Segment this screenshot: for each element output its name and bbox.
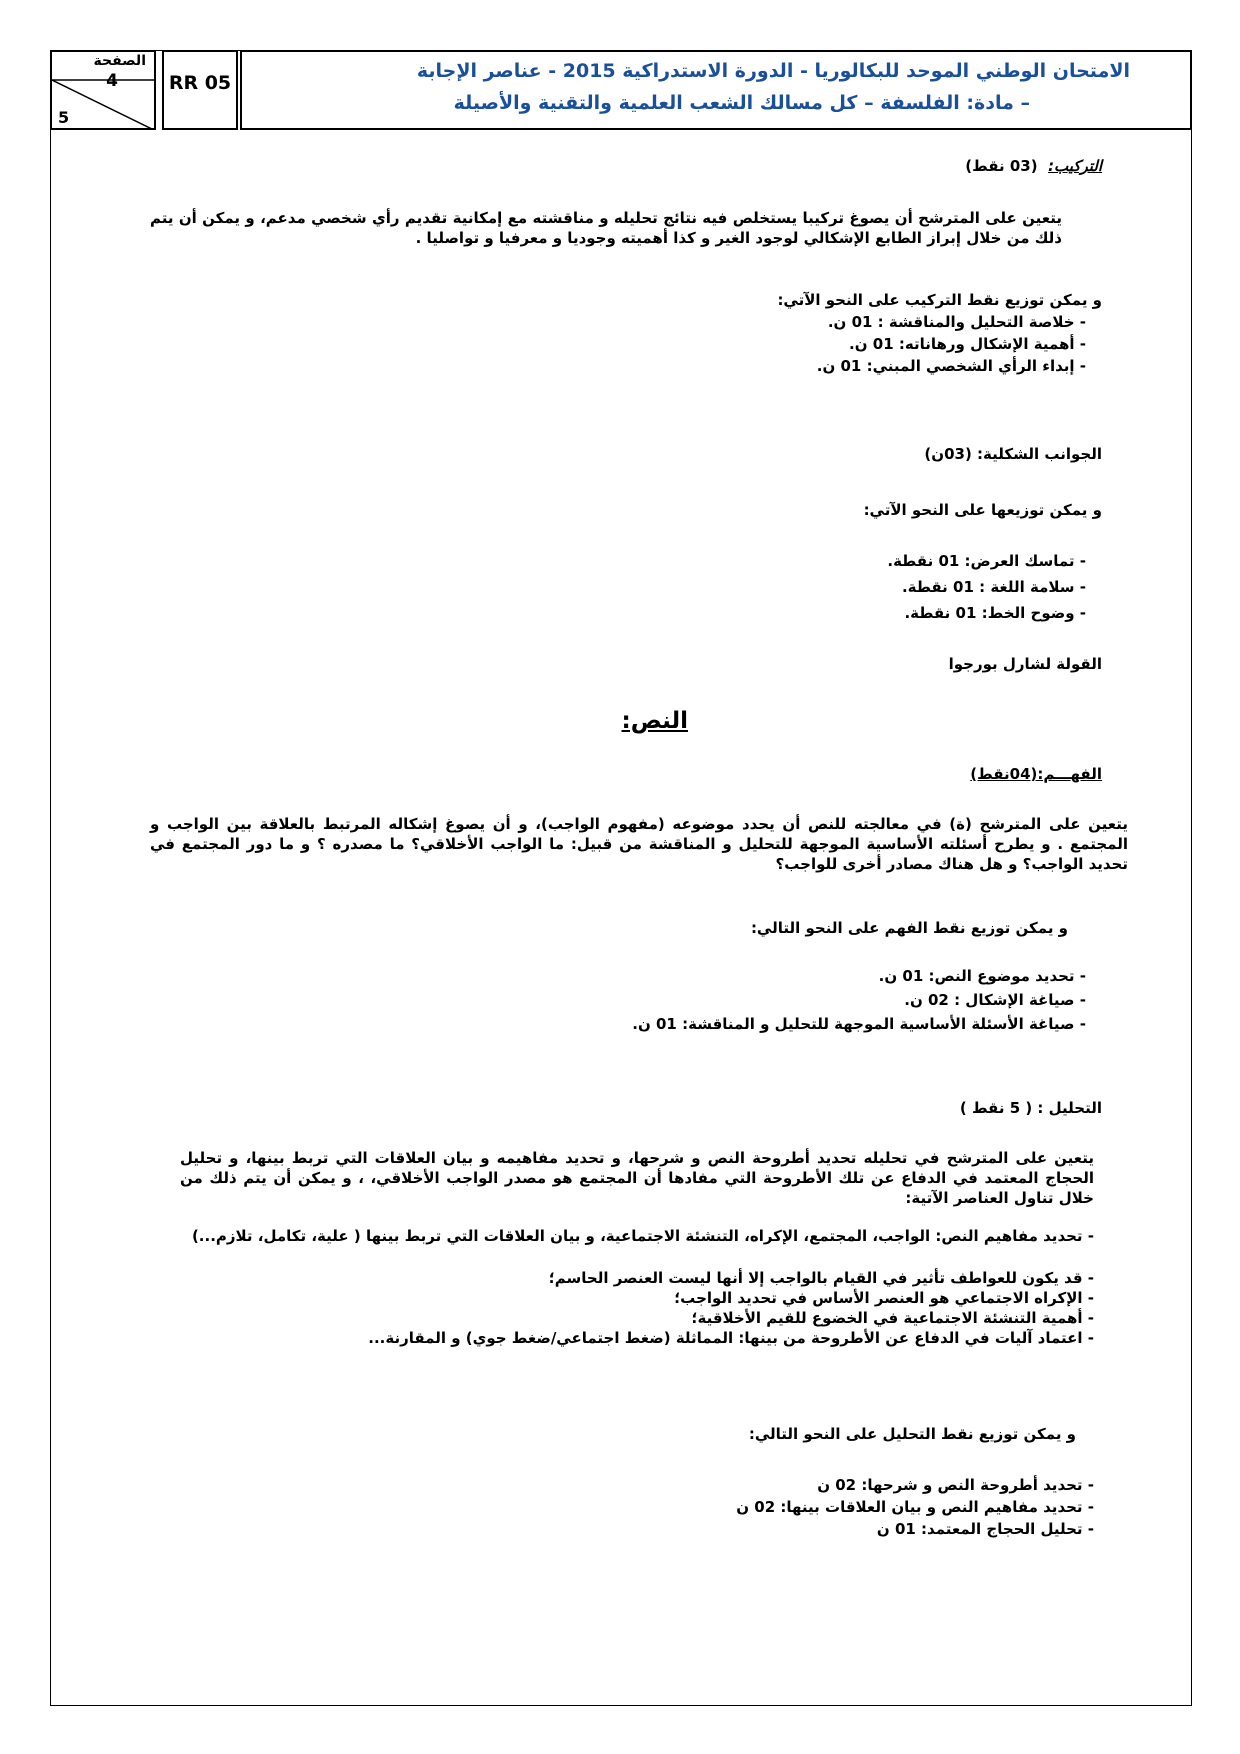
analysis-element: - أهمية التنشئة الاجتماعية في الخضوع للقيم الأخلاقية؛ xyxy=(691,1309,1094,1327)
analysis-item: - تحديد مفاهيم النص و بيان العلاقات بينها: 02 ن xyxy=(736,1498,1094,1516)
analysis-heading: التحليل : ( 5 نقط ) xyxy=(959,1099,1102,1117)
analysis-element: - الإكراه الاجتماعي هو العنصر الأساس في تحديد الواجب؛ xyxy=(674,1289,1094,1307)
analysis-distribution-intro: و يمكن توزيع نقط التحليل على النحو التالي: xyxy=(748,1425,1076,1443)
comprehension-item: - تحديد موضوع النص: 01 ن. xyxy=(878,967,1086,985)
analysis-paragraph: يتعين على المترشح في تحليله تحديد أطروحة النص و شرحها، و تحديد مفاهيمه و بيان العلاقات التي تربط بينها، و تحليل الحجاج المعتمد في الدفاع عن تلك الأطروحة التي مفادها أن المجتمع هو مصدر الواجب الأخلاقي، ، و يمكن أن يتم ذلك من خلال تناول العناصر الآتية: xyxy=(180,1149,1094,1207)
exam-code: RR 05 xyxy=(168,72,232,94)
formal-heading: الجوانب الشكلية: (03ن) xyxy=(924,445,1102,463)
comprehension-item: - صياغة الأسئلة الأساسية الموجهة للتحليل و المناقشة: 01 ن. xyxy=(632,1015,1086,1033)
formal-item: - تماسك العرض: 01 نقطة. xyxy=(887,552,1086,570)
text-section-title: النص: xyxy=(621,708,688,734)
quote-attribution: القولة لشارل بورجوا xyxy=(948,655,1102,673)
page-total: 5 xyxy=(58,108,70,127)
comprehension-paragraph: يتعين على المترشح (ة) في معالجته للنص أن يحدد موضوعه (مفهوم الواجب)، و أن يصوغ إشكاله المرتبط بالعلاقة بين الواجب و المجتمع . و يطرح أسئلته الأساسية الموجهة للتحليل و المناقشة من قبيل: ما الواجب الأخلاقي؟ ما مصدره ؟ و ما دور المجتمع في تحديد الواجب؟ و هل هناك مصادر أخرى للواجب؟ xyxy=(150,815,1128,873)
synthesis-paragraph: يتعين على المترشح أن يصوغ تركيبا يستخلص فيه نتائج تحليله و مناقشته مع إمكانية تقديم رأي شخصي مدعم، و يمكن أن يتم ذلك من خلال إبراز الطابع الإشكالي لوجود الغير و كذا أهميته وجوديا و معرفيا و تواصليا . xyxy=(150,209,1062,247)
synthesis-points: (03 نقط) xyxy=(965,157,1038,175)
synthesis-heading xyxy=(965,156,1102,176)
analysis-item: - تحديد أطروحة النص و شرحها: 02 ن xyxy=(817,1476,1094,1494)
analysis-item: - تحليل الحجاج المعتمد: 01 ن xyxy=(876,1520,1094,1538)
subject-title: – مادة: الفلسفة – كل مسالك الشعب العلمية والتقنية والأصيلة xyxy=(453,92,1030,114)
comprehension-distribution-intro: و يمكن توزيع نقط الفهم على النحو التالي: xyxy=(750,919,1068,937)
page-number: 4 xyxy=(106,71,118,91)
synthesis-heading-label: التركيب: xyxy=(1048,157,1102,175)
analysis-element: - اعتماد آليات في الدفاع عن الأطروحة من بينها: المماثلة (ضغط اجتماعي/ضغط جوي) و المقارنة... xyxy=(368,1329,1094,1347)
page-number-box xyxy=(50,50,156,130)
synthesis-item: - أهمية الإشكال ورهاناته: 01 ن. xyxy=(849,335,1086,353)
analysis-element: - قد يكون للعواطف تأثير في القيام بالواجب إلا أنها ليست العنصر الحاسم؛ xyxy=(548,1269,1094,1287)
comprehension-item: - صياغة الإشكال : 02 ن. xyxy=(904,991,1086,1009)
formal-item: - سلامة اللغة : 01 نقطة. xyxy=(901,578,1086,596)
analysis-element: - تحديد مفاهيم النص: الواجب، المجتمع، الإكراه، التنشئة الاجتماعية، و بيان العلاقات التي تربط بينها ( علية، تكامل، تلازم...) xyxy=(191,1227,1094,1245)
comprehension-heading: الفهـــم:(04نقط) xyxy=(970,765,1102,783)
synthesis-item: - إبداء الرأي الشخصي المبني: 01 ن. xyxy=(816,357,1086,375)
formal-distribution-intro: و يمكن توزيعها على النحو الآتي: xyxy=(863,501,1102,519)
answer-key-content xyxy=(150,0,1128,1754)
formal-item: - وضوح الخط: 01 نقطة. xyxy=(904,604,1086,622)
synthesis-distribution-intro: و يمكن توزيع نقط التركيب على النحو الآتي: xyxy=(777,291,1102,309)
exam-title: الامتحان الوطني الموحد للبكالوريا - الدورة الاستدراكية 2015 - عناصر الإجابة xyxy=(416,60,1130,82)
page-label: الصفحة xyxy=(93,53,146,69)
synthesis-item: - خلاصة التحليل والمناقشة : 01 ن. xyxy=(827,313,1086,331)
